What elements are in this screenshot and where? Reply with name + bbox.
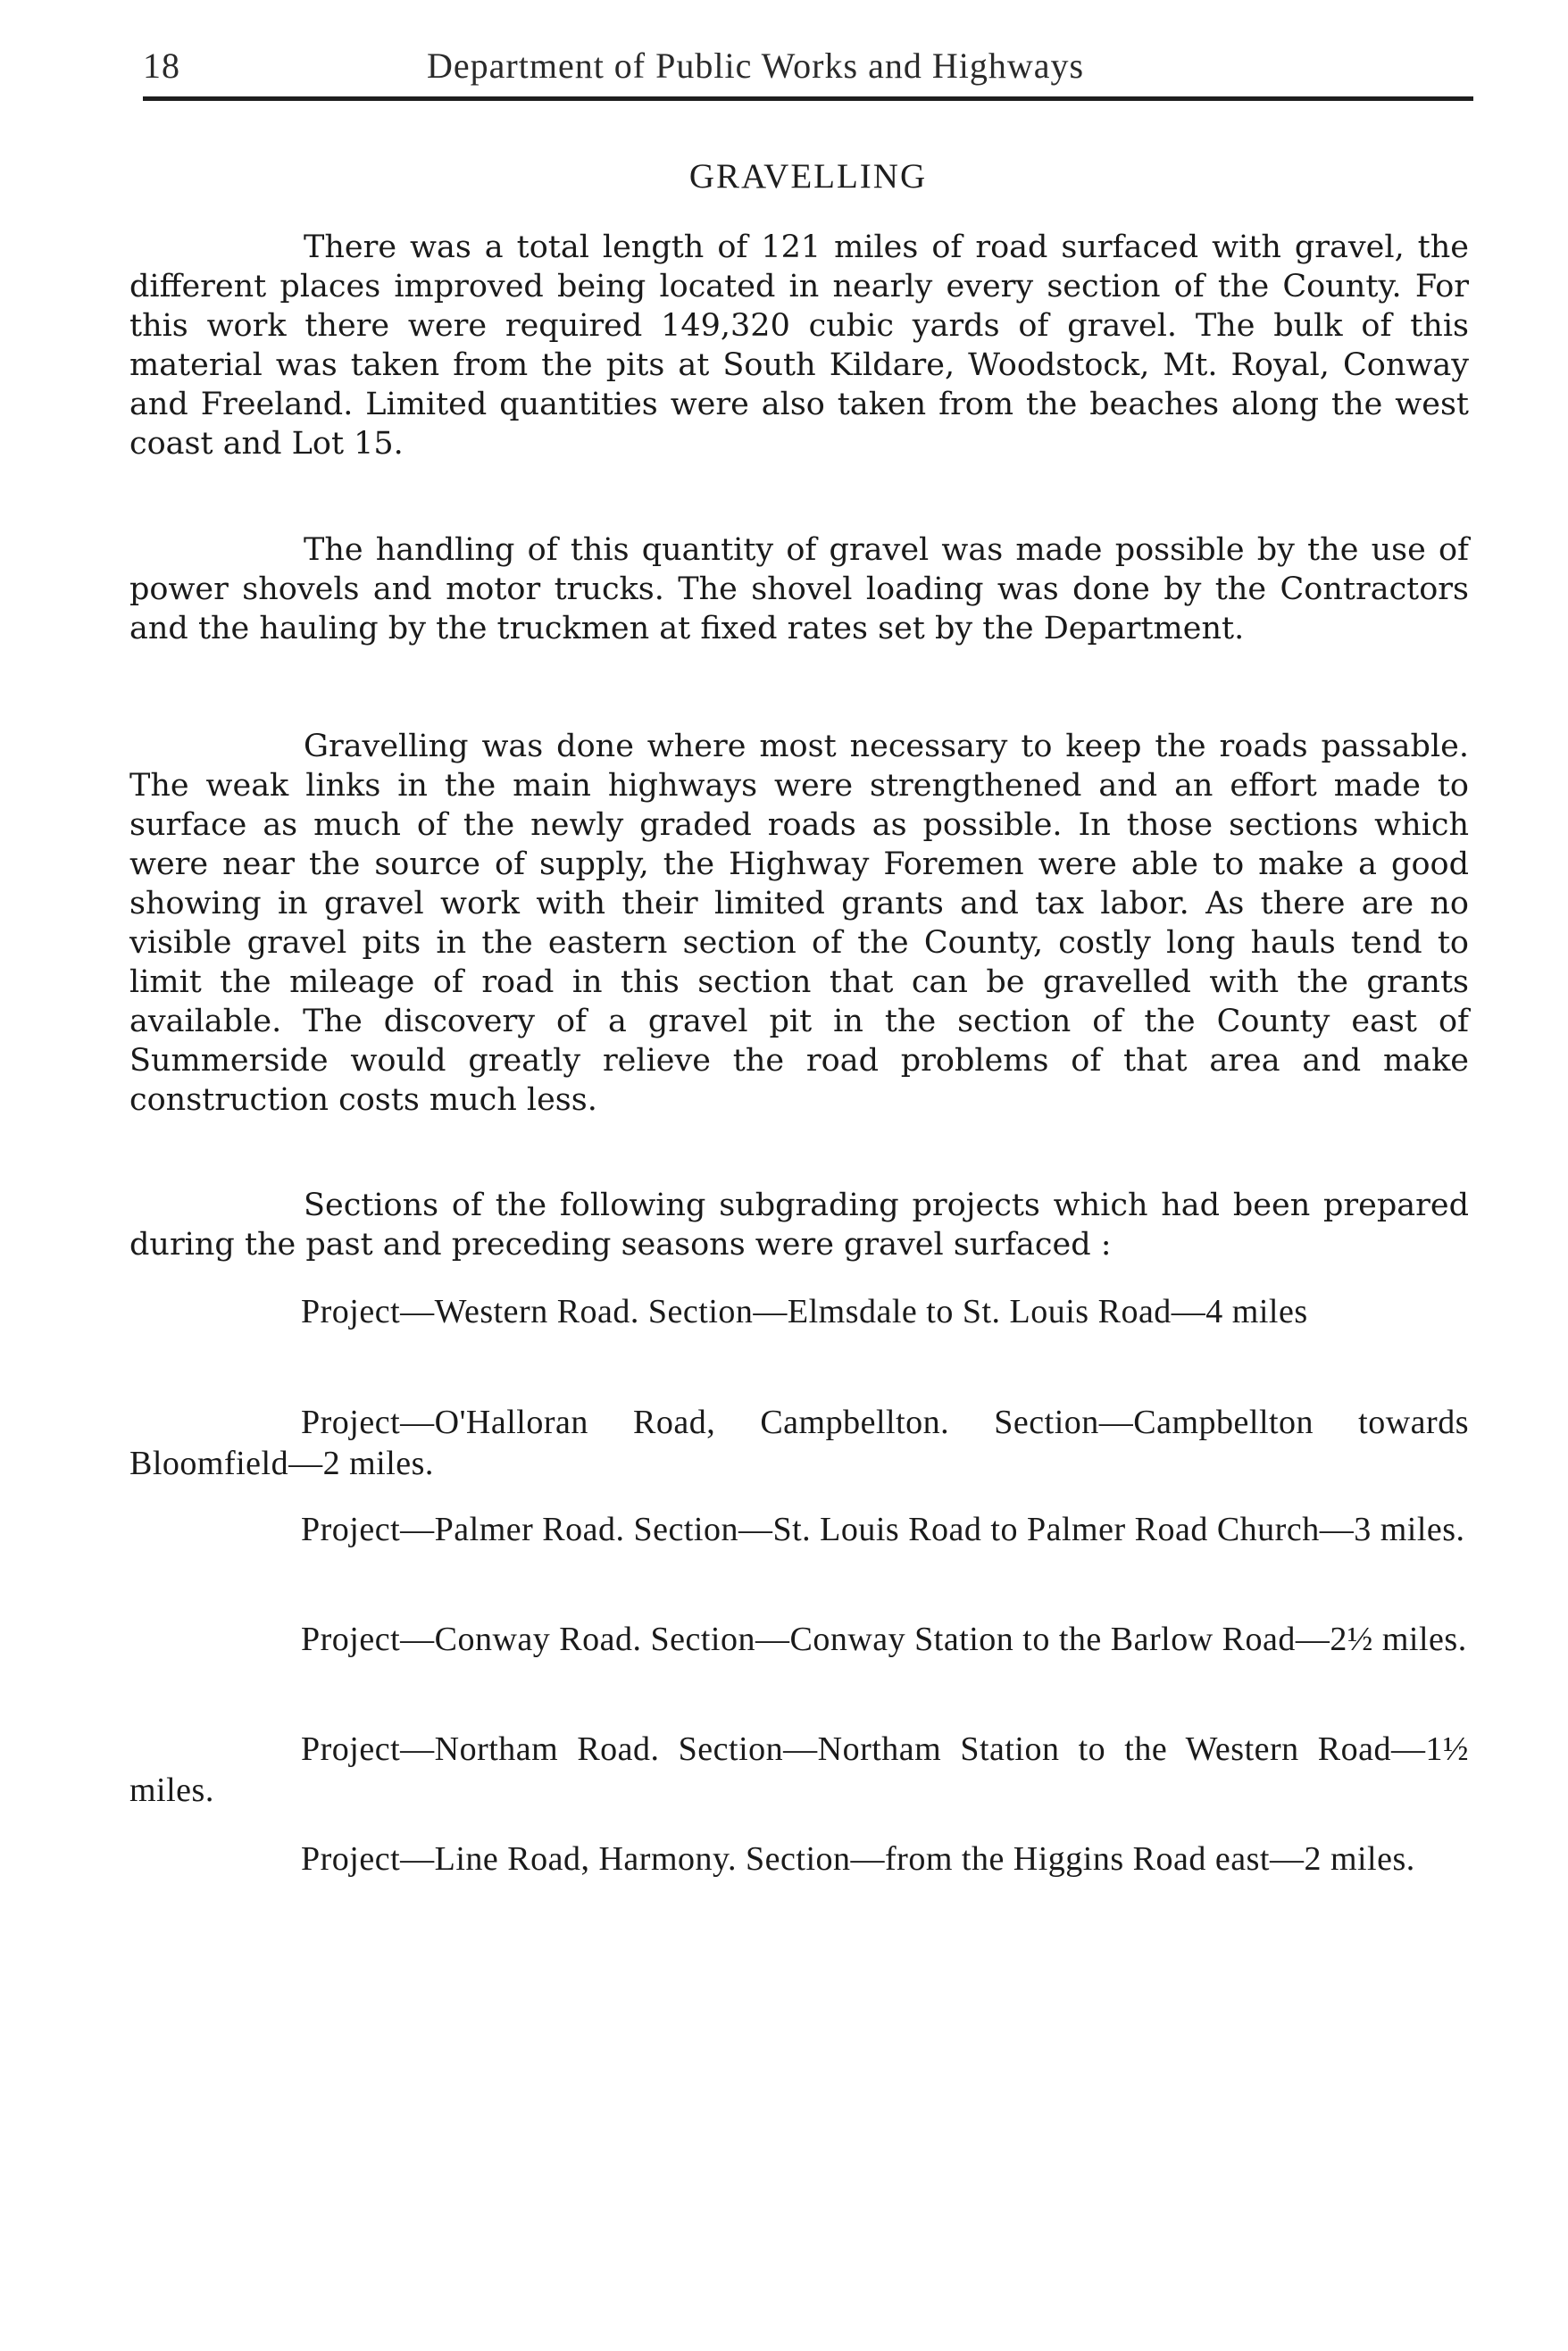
- header-rule: [143, 96, 1473, 101]
- section-heading: GRAVELLING: [688, 157, 928, 196]
- paragraph: Gravelling was done where most necessary to keep the roads passable. The weak links in the main highways were strengthened and an effort made to surface as much of the newly graded roads as possible. In those sections which were near the source of supply, the Highway Foremen were able to make a good showing in gravel work with their limited grants and tax labor. As there are no visible gravel pits in the eastern section of the County, costly long hauls tend to limit the mileage of road in this section that can be gravelled with the grants available. The discovery of a gravel pit in the section of the County east of Summerside would greatly relieve the road problems of that area and make construction costs much less.: [129, 729, 1469, 1118]
- paragraph: There was a total length of 121 miles of road surfaced with gravel, the different places improved being located in nearly every section of the County. For this work there were required 149,320 cubic yards of gravel. The bulk of this material was taken from the pits at South Kildare, Woodstock, Mt. Royal, Conway and Freeland. Limited quantities were also taken from the beaches along the west coast and Lot 15.: [129, 229, 1469, 462]
- project-item: Project—Conway Road. Section—Conway Station to the Barlow Road—2½ miles.: [301, 1621, 1467, 1658]
- project-item: Project—Northam Road. Section—Northam Station to the Western Road—1½ miles.: [129, 1730, 1469, 1809]
- project-item: Project—Line Road, Harmony. Section—from the Higgins Road east—2 miles.: [301, 1840, 1415, 1878]
- project-item: Project—Western Road. Section—Elmsdale to St. Louis Road—4 miles: [301, 1293, 1308, 1330]
- paragraph: Sections of the following subgrading projects which had been prepared during the past and preceding seasons were gravel surfaced :: [129, 1188, 1469, 1263]
- running-header: [143, 45, 1473, 89]
- running-header-title: Department of Public Works and Highways: [427, 46, 1085, 86]
- project-item: Project—Palmer Road. Section—St. Louis Road to Palmer Road Church—3 miles.: [301, 1511, 1465, 1548]
- page-number: 18: [143, 46, 180, 86]
- project-item: Project—O'Halloran Road, Campbellton. Section—Campbellton towards Bloomfield—2 miles.: [129, 1404, 1469, 1482]
- paragraph: The handling of this quantity of gravel was made possible by the use of power shovels and motor trucks. The shovel loading was done by the Contractors and the hauling by the truckmen at fixed rates set by the Department.: [129, 532, 1469, 646]
